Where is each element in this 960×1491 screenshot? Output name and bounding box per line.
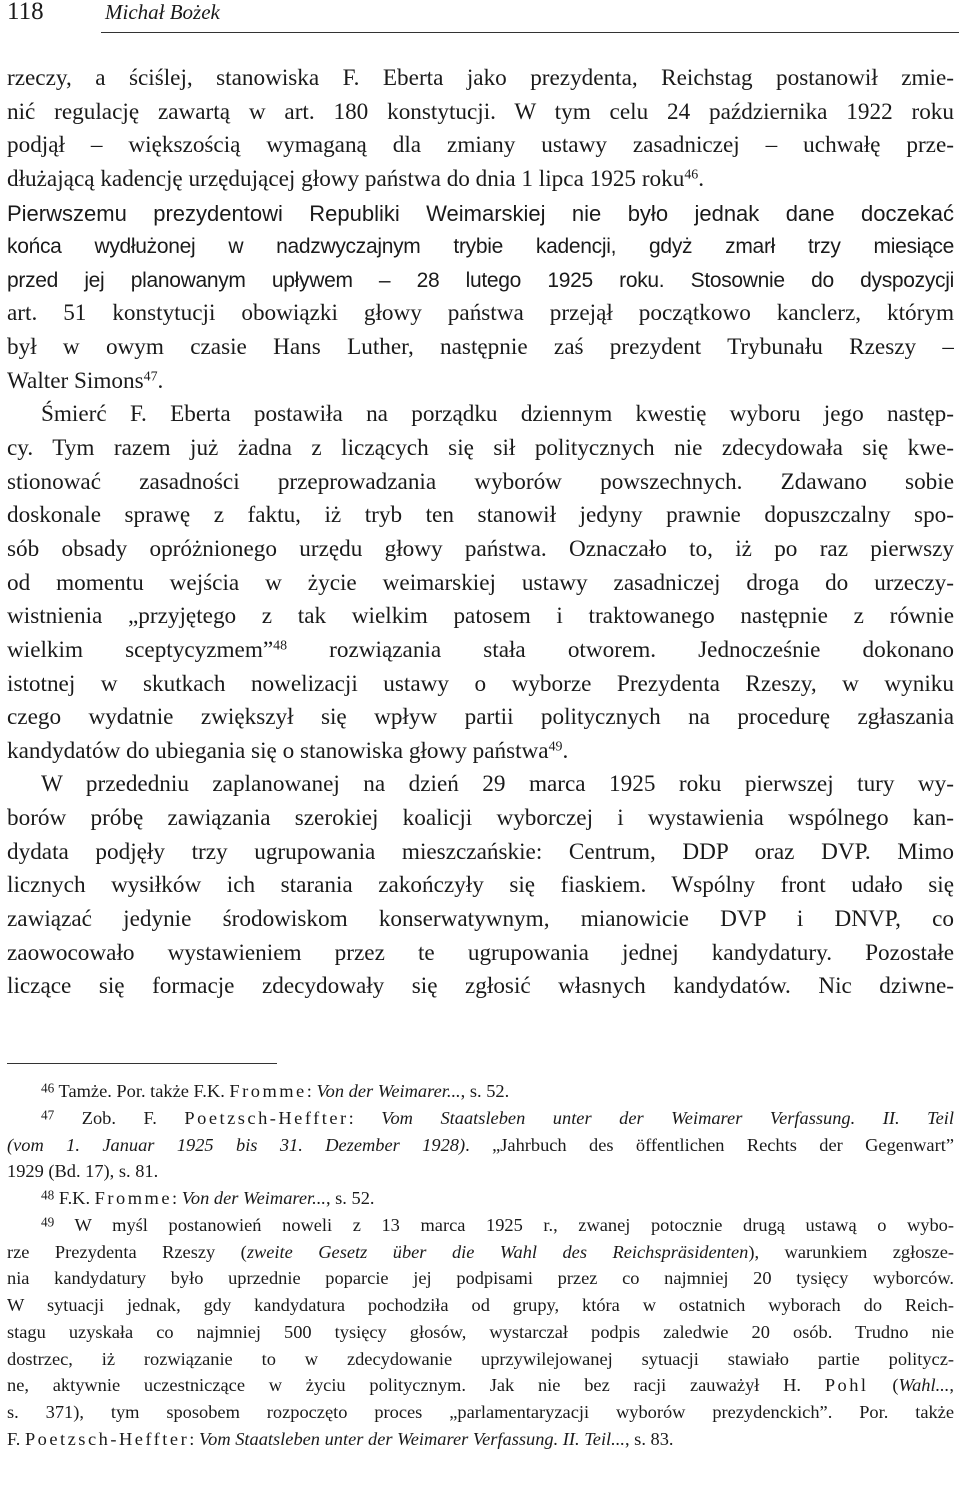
footnote-line: stagu uzyskała co najmniej 500 tysięcy głosów, wystarczał podpis zaledwie 20 osób. Trudno nie [7, 1321, 954, 1342]
footnote-ref-49: 49 [548, 739, 563, 755]
text-span: : [348, 1107, 382, 1128]
text-span: , s. 52. [460, 1081, 510, 1101]
running-head-author: Michał Bożek [105, 0, 220, 24]
footnote-48 [7, 1185, 954, 1212]
footnote-number: 46 [41, 1080, 55, 1096]
text-span: Zob. F. [54, 1107, 185, 1128]
text-line: W przededniu zaplanowanej na dzień 29 marca 1925 roku pierwszej tury wy- [41, 771, 954, 798]
text-line: wistnienia „przyjętego z tak wielkim patosem i traktowanego następnie z równie [7, 603, 954, 630]
text-line: Pierwszemu prezydentowi Republiki Weimarskiej nie było jednak dane doczekać [7, 200, 954, 226]
author-name: Pohl [824, 1375, 869, 1396]
text-line: przed jej planowanym upływem – 28 lutego 1925 roku. Stosownie do dyspozycji [7, 268, 954, 292]
text-line: stionować zasadności przeprowadzania wyborów powszechnych. Zdawano sobie [7, 468, 954, 495]
text-line: borów próbę zawiązania szerokiej koalicji wyborczej i wystawienia wspólnego kan- [7, 805, 954, 832]
text-line: licznych wysiłków ich starania zakończyły się fiaskiem. Wspólny front udało się [7, 872, 954, 899]
text-line [7, 163, 954, 197]
page-header [7, 0, 957, 36]
footnote-line [7, 1132, 954, 1159]
work-title: Von der Weimarer... [316, 1081, 461, 1101]
text-span: : [172, 1188, 182, 1208]
text-line: art. 51 konstytucji obowiązki głowy państwa przejął początkowo kanclerz, którym [7, 300, 954, 327]
paragraph-1 [7, 62, 954, 398]
page-number: 118 [7, 0, 44, 25]
footnote-line: nia kandydatury było uprzednie poparcie jej podpisami przez co najmniej 20 tysięcy wyborców. [7, 1268, 954, 1289]
footnote-line [7, 1372, 954, 1399]
text-span: . „Jahrbuch des öffentlichen Rechts der Gegenwart” [465, 1134, 954, 1155]
text-line: rzeczy, a ściślej, stanowiska F. Eberta jako prezydenta, Reichstag postanowił zmie- [7, 65, 954, 91]
text-line [7, 365, 954, 399]
footnote-ref-47: 47 [143, 369, 158, 385]
text-span: Walter Simons [7, 367, 144, 394]
author-name: Fromme [94, 1188, 172, 1208]
footnote-line: s. 371), tym sposobem rozpoczęto proces „parlamentaryzacji wyborów prezydenckich”. Por. także [7, 1402, 954, 1422]
text-span: ( [868, 1375, 899, 1396]
author-name: Poetzsch-Heffter [184, 1107, 349, 1128]
paragraph-3 [7, 768, 954, 1003]
text-span: , [949, 1375, 954, 1396]
footnote-ref-46: 46 [684, 167, 699, 183]
text-line: cy. Tym razem już żadna z liczących się sił politycznych nie zdecydowała się kwe- [7, 435, 954, 462]
footnote-line: 1929 (Bd. 17), s. 81. [7, 1161, 159, 1182]
text-line: sób obsady opróżnionego urzędu głowy państwa. Oznaczało to, iż po raz pierwszy [7, 535, 954, 562]
work-title: Vom Staatsleben unter der Weimarer Verfassung. II. Teil [381, 1107, 954, 1128]
text-span: Tamże. Por. także F.K. [54, 1081, 230, 1101]
footnote-number: 48 [41, 1187, 55, 1203]
text-line: zaowocowało wystawieniem przez te ugrupowania jednej kandydatury. Pozostałe [7, 939, 954, 966]
text-span: . [157, 367, 164, 394]
text-span: : [189, 1428, 199, 1449]
text-span: . [698, 165, 705, 192]
text-span: wielkim sceptycyzmem” [7, 636, 274, 663]
text-span: F.K. [54, 1188, 95, 1208]
work-title: (vom 1. Januar 1925 bis 31. Dezember 1928) [7, 1134, 466, 1155]
footnote-line [7, 1426, 954, 1453]
text-line: doskonale sprawę z faktu, iż tryb ten stanowił jedyny prawnie dopuszczalny spo- [7, 502, 954, 529]
text-span: . [562, 737, 569, 764]
footnote-line: dostrzec, iż rozwiązanie to w zdecydowanie uprzywilejowanej sytuacji stawiało partie politycz- [7, 1348, 954, 1369]
author-name: Fromme [229, 1081, 307, 1101]
work-title: Wahl... [898, 1375, 950, 1396]
text-line: dydata podjęły trzy ugrupowania mieszczańskie: Centrum, DDP oraz DVP. Mimo [7, 838, 954, 865]
footnote-line: W sytuacji jednak, gdy kandydatura pochodziła od grupy, która w ostatnich wyborach do Reich- [7, 1295, 954, 1315]
text-span: F. [7, 1428, 25, 1449]
text-span: dłużającą kadencję urzędującej głowy państwa do dnia 1 lipca 1925 roku [7, 165, 685, 192]
paragraph-2 [7, 398, 954, 768]
text-span: , s. 83. [624, 1428, 674, 1449]
footnote-47 [7, 1105, 954, 1132]
text-line: nić regulację zawartą w art. 180 konstytucji. W tym celu 24 października 1922 roku [7, 98, 954, 125]
footnote-number: 47 [41, 1107, 55, 1123]
text-span: ne, aktywnie uczestniczące w życiu politycznym. Jak nie bez racji zauważył H. [7, 1375, 825, 1396]
header-rule [101, 32, 959, 33]
work-title: Von der Weimarer... [181, 1188, 326, 1208]
footnote-46 [7, 1078, 954, 1105]
text-line: czego wydatnie zwiększył się wpływ partii politycznych na procedurę zgłaszania [7, 704, 954, 731]
text-line: istotnej w skutkach nowelizacji ustawy o wyborze Prezydenta Rzeszy, w wyniku [7, 670, 954, 697]
text-span: rozwiązania stała otworem. Jednocześnie dokonano [287, 636, 954, 663]
text-span: kandydatów do ubiegania się o stanowiska głowy państwa [7, 737, 549, 764]
text-line: liczące się formacje zdecydowały się zgłosić własnych kandydatów. Nic dziwne- [7, 973, 954, 1000]
text-line: podjął – większością wymaganą dla zmiany ustawy zasadniczej – uchwałę prze- [7, 132, 954, 159]
main-text [7, 62, 954, 1004]
text-line [7, 735, 954, 769]
text-line: Śmierć F. Eberta postawiła na porządku dziennym kwestię wyboru jego następ- [41, 401, 954, 428]
footnote-line [7, 1239, 954, 1266]
footnote-separator [7, 1063, 277, 1064]
text-span: , s. 52. [325, 1188, 375, 1208]
work-title: zweite Gesetz über die Wahl des Reichspräsidenten [246, 1241, 749, 1262]
text-line: końca wydłużonej w nadzwyczajnym trybie kadencji, gdyż zmarł trzy miesiące [7, 235, 954, 259]
text-line: był w owym czasie Hans Luther, następnie zaś prezydent Trybunału Rzeszy – [7, 334, 954, 361]
footnote-ref-48: 48 [273, 638, 288, 654]
text-span: : [306, 1081, 317, 1101]
footnote-49 [7, 1212, 954, 1239]
work-title: Vom Staatsleben unter der Weimarer Verfassung. II. Teil... [198, 1428, 625, 1449]
text-span: W myśl postanowień noweli z 13 marca 1925 r., zwanej potocznie drugą ustawą o wybo- [54, 1214, 954, 1235]
footnote-number: 49 [41, 1214, 55, 1230]
author-name: Poetzsch-Heffter [24, 1428, 190, 1449]
text-span: rze Prezydenta Rzeszy ( [7, 1241, 247, 1262]
text-span: ), warunkiem zgłosze- [748, 1241, 954, 1262]
text-line [7, 634, 954, 668]
text-line: od momentu wejścia w życie weimarskiej ustawy zasadniczej droga do urzeczy- [7, 569, 954, 596]
text-line: zawiązać jedynie środowiskom konserwatywnym, mianowicie DVP i DNVP, co [7, 906, 954, 933]
footnotes [7, 1078, 954, 1453]
